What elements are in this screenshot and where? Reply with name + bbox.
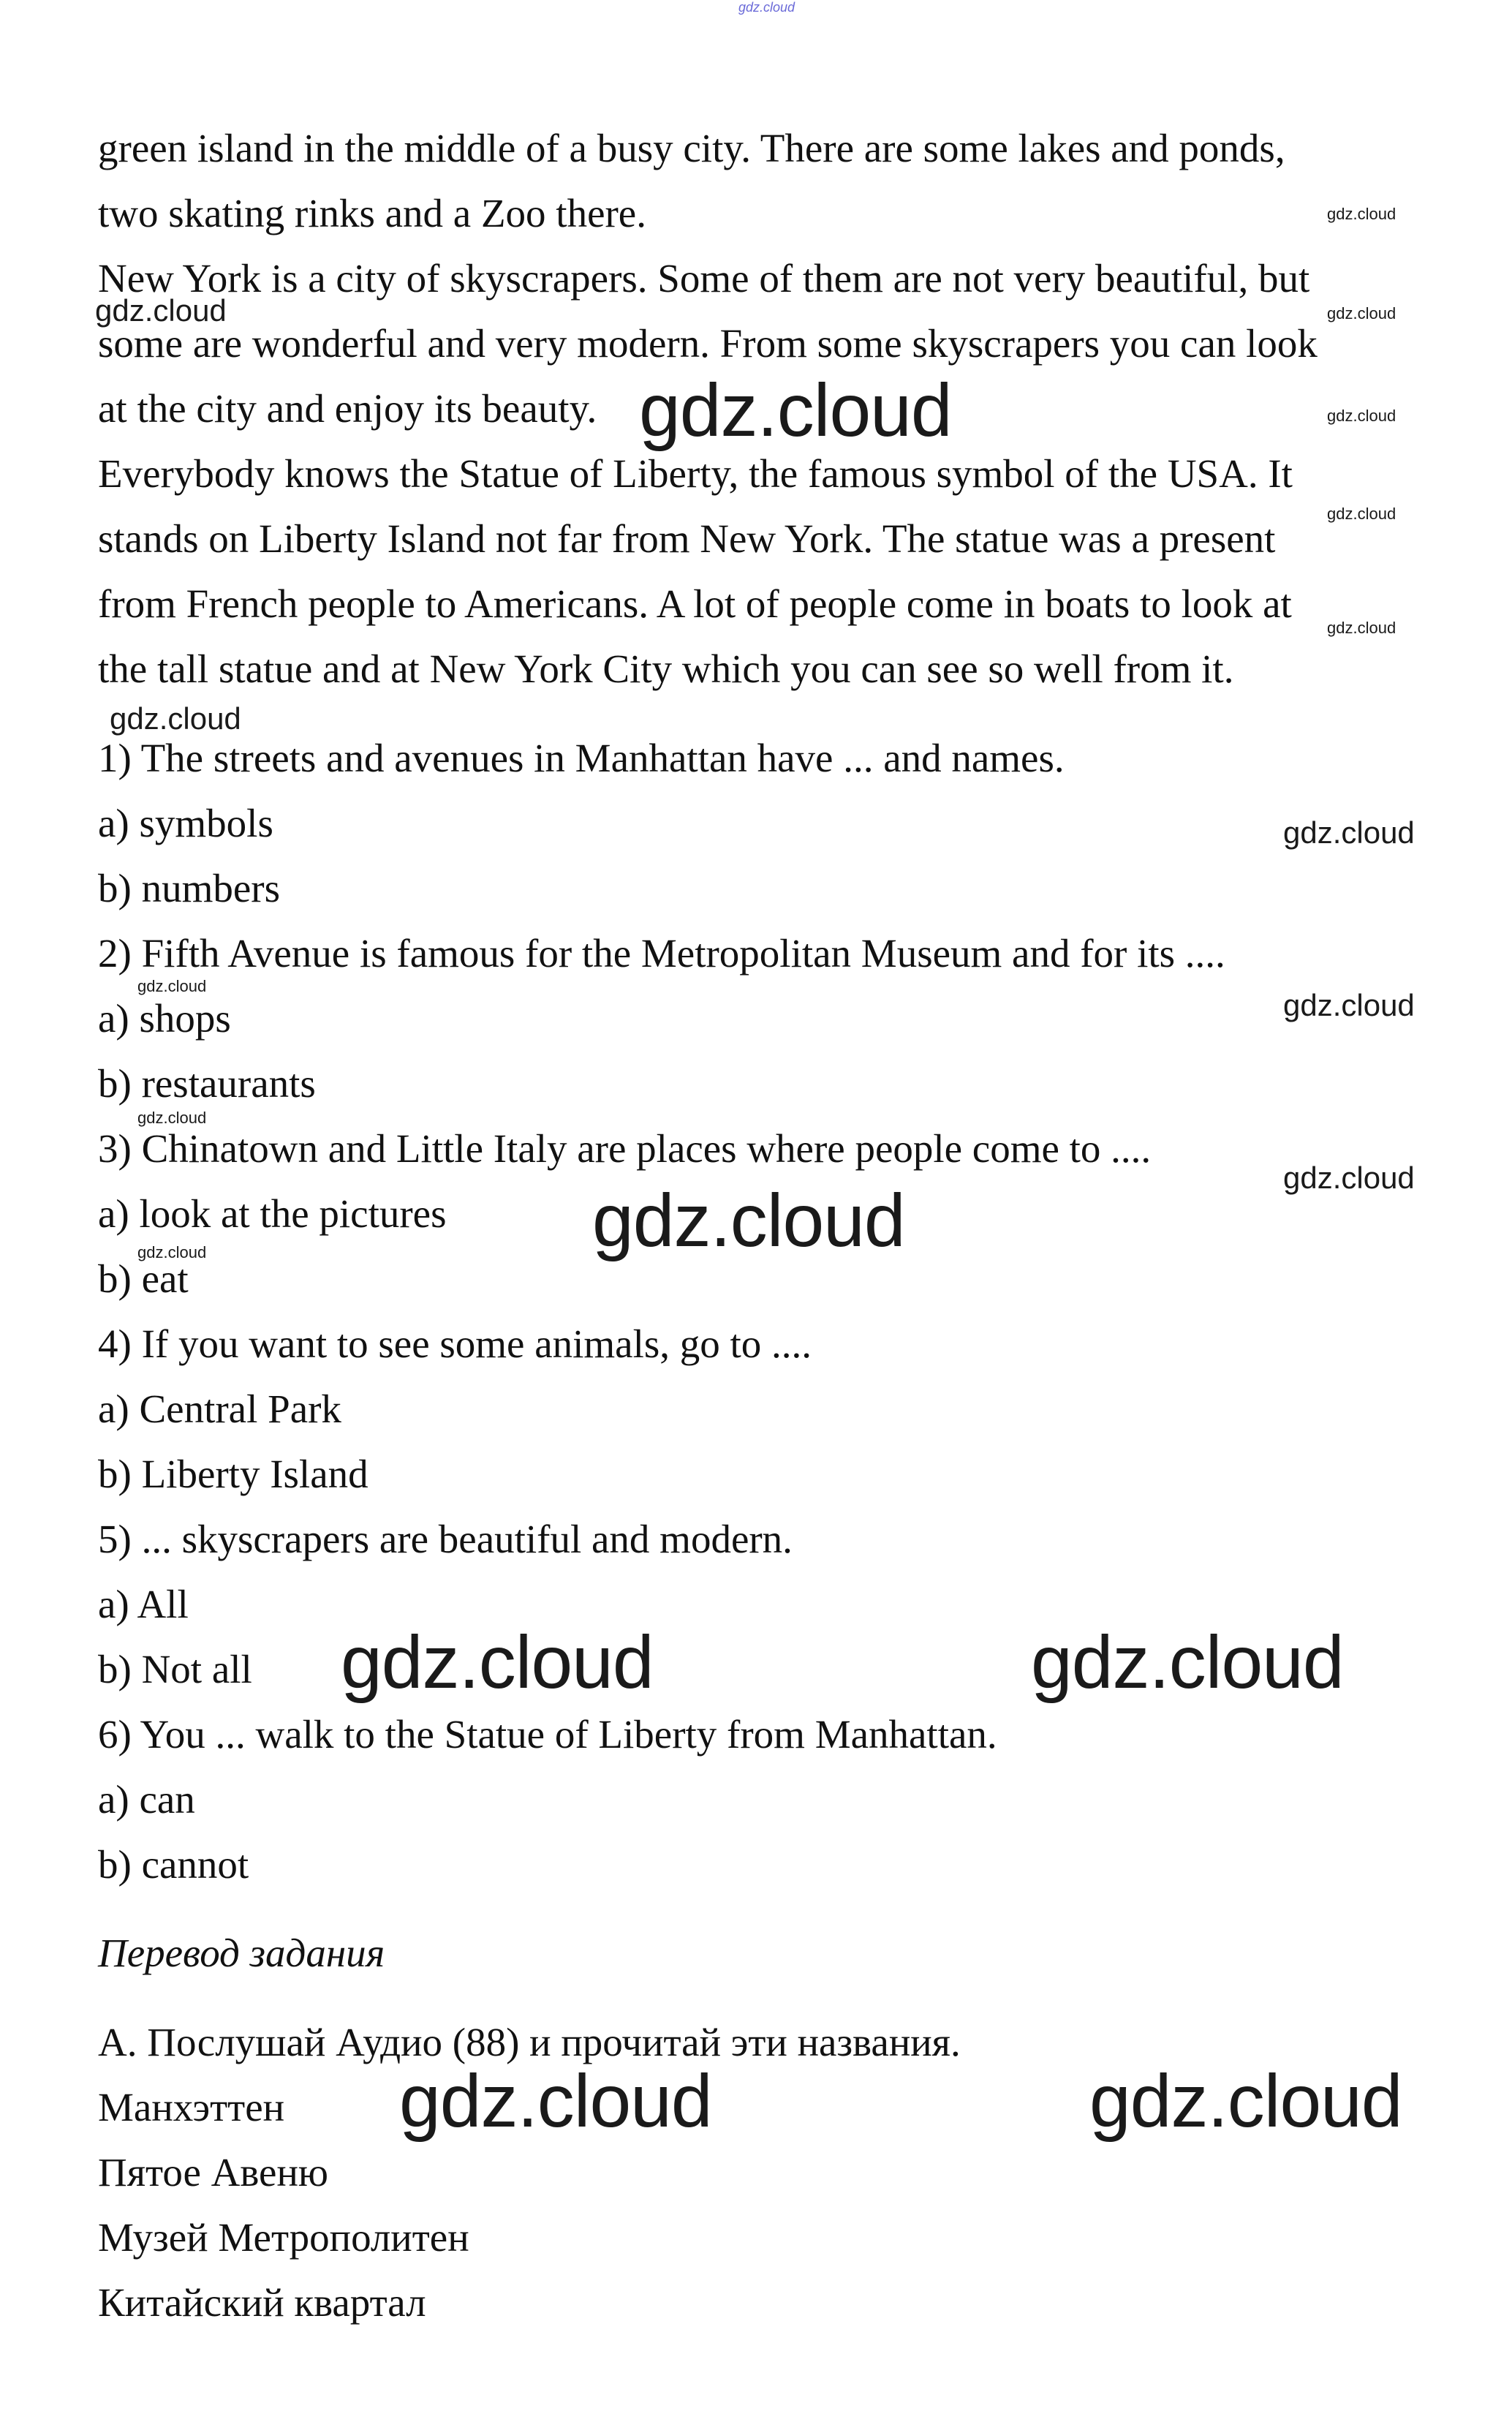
passage-line: New York is a city of skyscrapers. Some of them are not very beautiful, but [98,256,1310,301]
question-text: 1) The streets and avenues in Manhattan have ... and names. [98,736,1065,780]
passage-line: some are wonderful and very modern. From some skyscrapers you can look [98,321,1318,366]
answer-option: b) eat [98,1256,189,1301]
passage-line: two skating rinks and a Zoo there. [98,191,646,235]
watermark: gdz.cloud [639,369,952,452]
watermark: gdz.cloud [95,293,227,328]
watermark: gdz.cloud [137,1109,207,1127]
answer-option: b) numbers [98,866,280,910]
question-text: 3) Chinatown and Little Italy are places where people come to .... [98,1126,1152,1171]
answer-option: a) All [98,1582,189,1626]
passage-line: the tall statue and at New York City which you can see so well from it. [98,646,1234,691]
question-text: 2) Fifth Avenue is famous for the Metropolitan Museum and for its .... [98,931,1225,976]
answer-option: a) symbols [98,801,273,845]
passage-line: green island in the middle of a busy city. There are some lakes and ponds, [98,126,1285,170]
watermark: gdz.cloud [110,701,241,736]
answer-option: a) look at the pictures [98,1191,447,1236]
answer-option: b) Liberty Island [98,1452,368,1496]
watermark: gdz.cloud [1031,1621,1344,1704]
question-text: 5) ... skyscrapers are beautiful and modern. [98,1517,793,1561]
answer-option: b) restaurants [98,1061,316,1106]
watermark: gdz.cloud [592,1179,905,1262]
translation-item: Манхэттен [98,2085,285,2129]
answer-option: b) Not all [98,1647,252,1691]
watermark: gdz.cloud [1283,988,1415,1022]
translation-item: Музей Метрополитен [98,2215,469,2260]
header-watermark: gdz.cloud [738,0,795,15]
question-text: 6) You ... walk to the Statue of Liberty from Manhattan. [98,1712,997,1757]
passage-line: Everybody knows the Statue of Liberty, the famous symbol of the USA. It [98,451,1293,496]
passage-line: from French people to Americans. A lot of people come in boats to look at [98,581,1292,626]
watermark: gdz.cloud [1327,304,1396,322]
watermark: gdz.cloud [1283,815,1415,850]
question-text: 4) If you want to see some animals, go to .... [98,1321,812,1366]
translation-item: Китайский квартал [98,2280,426,2325]
watermark: gdz.cloud [1327,205,1396,223]
watermark: gdz.cloud [1327,619,1396,637]
watermark: gdz.cloud [341,1621,654,1704]
answer-option: b) cannot [98,1842,249,1887]
translation-heading: Перевод задания [98,1931,385,1975]
passage-line: at the city and enjoy its beauty. [98,386,597,431]
watermark: gdz.cloud [137,1243,207,1261]
watermark: gdz.cloud [1327,407,1396,425]
translation-item: Пятое Авеню [98,2150,328,2195]
translation-task: А. Послушай Аудио (88) и прочитай эти названия. [98,2020,961,2064]
watermark: gdz.cloud [1089,2059,1402,2143]
answer-option: a) shops [98,996,231,1041]
passage-line: stands on Liberty Island not far from New York. The statue was a present [98,516,1276,561]
watermark: gdz.cloud [1327,505,1396,523]
answer-option: a) Central Park [98,1387,341,1431]
watermark: gdz.cloud [399,2059,712,2143]
answer-option: a) can [98,1777,195,1822]
watermark: gdz.cloud [137,977,207,995]
watermark: gdz.cloud [1283,1161,1415,1195]
